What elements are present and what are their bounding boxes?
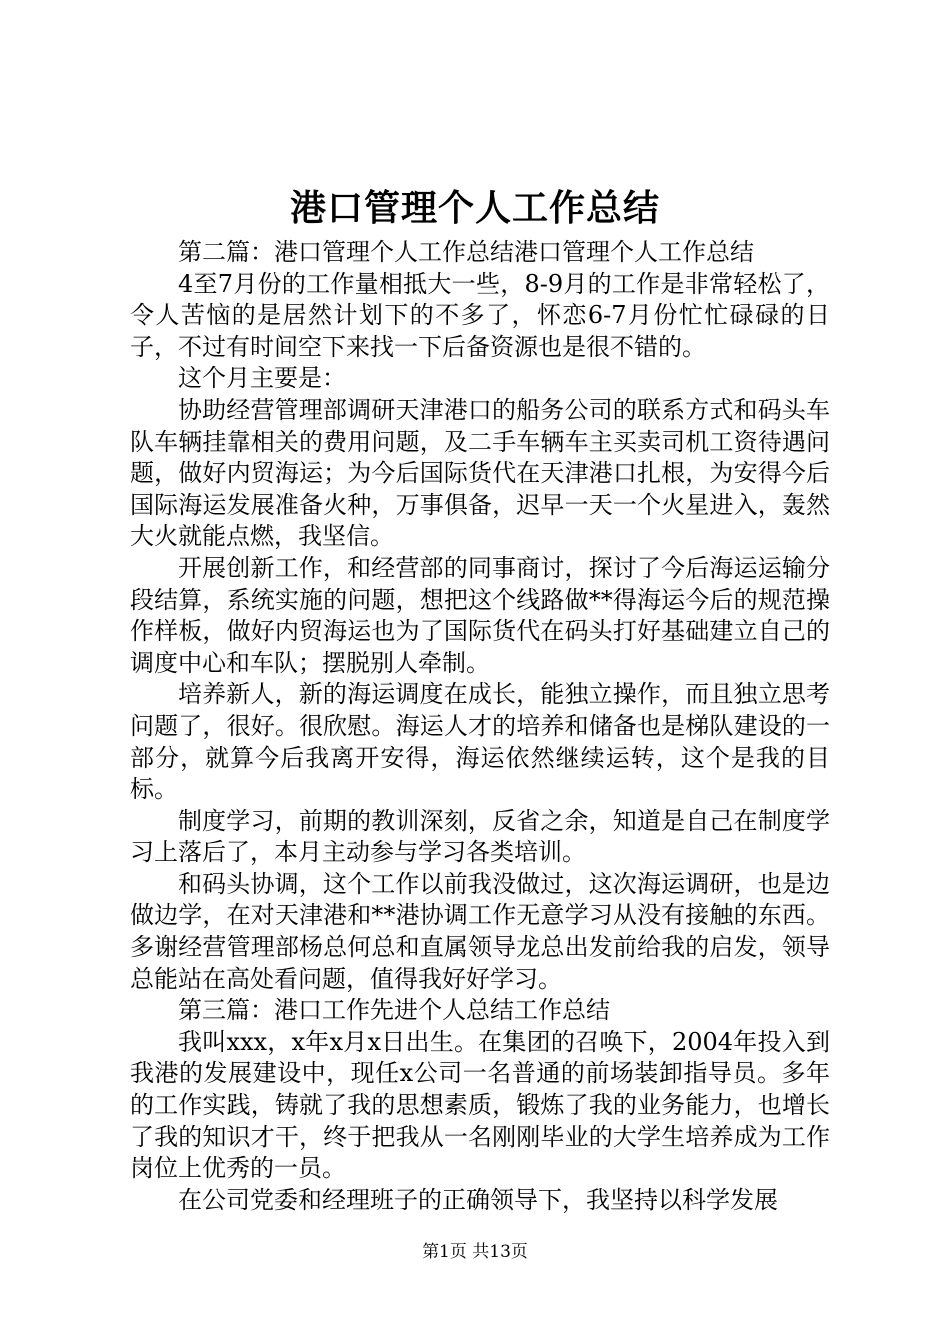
paragraph: 第三篇：港口工作先进个人总结工作总结 xyxy=(178,996,610,1025)
document-title: 港口管理个人工作总结 xyxy=(289,187,660,229)
page-footer: 第1页 共13页 xyxy=(422,1242,528,1262)
paragraph: 在公司党委和经理班子的正确领导下，我坚持以科学发展 xyxy=(178,1185,778,1214)
paragraph: 4至7月份的工作量相抵大一些，8-9月的工作是非常轻松了，令人苦恼的是居然计划下的不多了，怀恋6-7月份忙忙碌碌的日子，不过有时间空下来找一下后备资源也是很不错的。 xyxy=(130,269,830,361)
paragraph: 第二篇：港口管理个人工作总结港口管理个人工作总结 xyxy=(178,238,754,266)
paragraph: 协助经营管理部调研天津港口的船务公司的联系方式和码头车队车辆挂靠相关的费用问题，及二手车辆车主买卖司机工资待遇问题，做好内贸海运；为今后国际货代在天津港口扎根，为安得今后国际海运发展准备火种，万事俱备，迟早一天一个火星进入，轰然大火就能点燃，我坚信。 xyxy=(130,395,830,551)
paragraph: 制度学习，前期的教训深刻，反省之余，知道是自己在制度学习上落后了，本月主动参与学习各类培训。 xyxy=(130,806,830,867)
paragraph: 和码头协调，这个工作以前我没做过，这次海运调研，也是边做边学，在对天津港和**港协调工作无意学习从没有接触的东西。多谢经营管理部杨总何总和直属领导龙总出发前给我的启发，领导总能站在高处看问题，值得我好好学习。 xyxy=(130,869,830,993)
paragraph: 我叫xxx，x年x月x日出生。在集团的召唤下，2004年投入到我港的发展建设中，现任x公司一名普通的前场装卸指导员。多年的工作实践，铸就了我的思想素质，锻炼了我的业务能力，也增长了我的知识才干，终于把我从一名刚刚毕业的大学生培养成为工作岗位上优秀的一员。 xyxy=(130,1027,830,1183)
paragraph: 开展创新工作，和经营部的同事商讨，探讨了今后海运运输分段结算，系统实施的问题，想把这个线路做**得海运今后的规范操作样板，做好内贸海运也为了国际货代在码头打好基础建立自己的调度中心和车队；摆脱别人牵制。 xyxy=(130,553,830,677)
paragraph: 培养新人，新的海运调度在成长，能独立操作，而且独立思考问题了，很好。很欣慰。海运人才的培养和储备也是梯队建设的一部分，就算今后我离开安得，海运依然继续运转，这个是我的目标。 xyxy=(130,680,830,804)
document-body xyxy=(130,237,830,1216)
paragraph: 这个月主要是： xyxy=(178,364,346,393)
